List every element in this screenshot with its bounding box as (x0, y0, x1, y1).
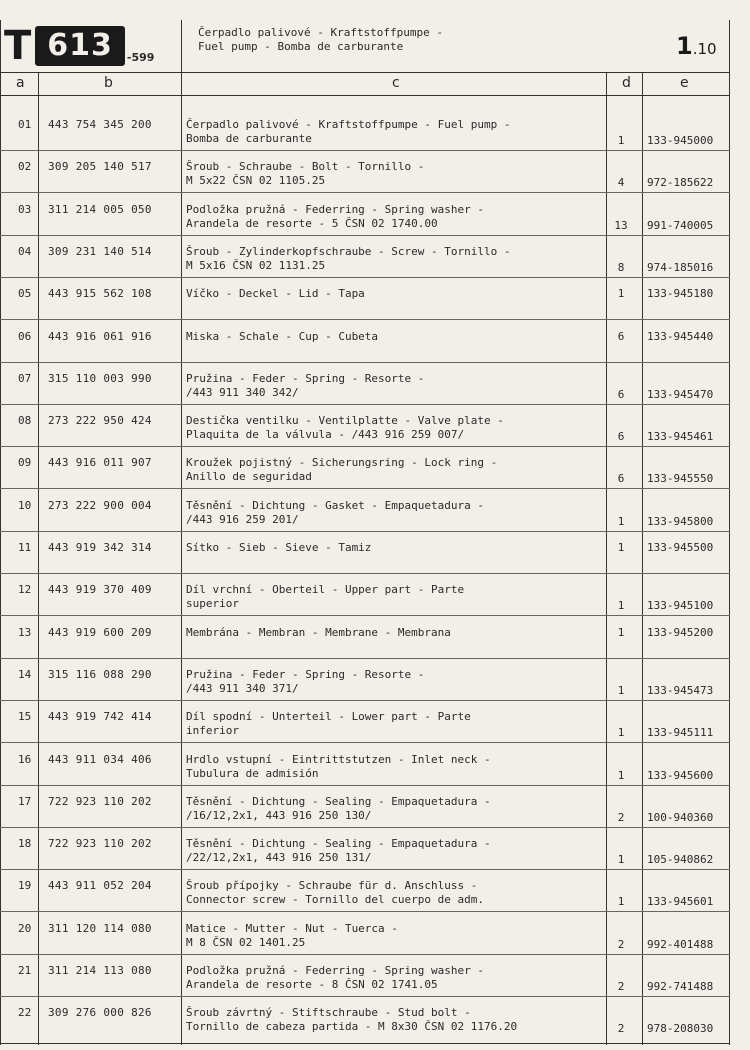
logo-suffix: -599 (126, 51, 155, 64)
description-line-2: superior (186, 597, 239, 610)
description-line-2: /443 911 340 342/ (186, 386, 299, 399)
description-line-2: Connector screw - Tornillo del cuerpo de adm. (186, 893, 485, 906)
quantity: 1 (617, 515, 625, 528)
description-line-1: Podložka pružná - Federring - Spring washer - (186, 964, 485, 977)
description-line-1: Miska - Schale - Cup - Cubeta (186, 330, 379, 343)
part-number: 443 919 370 409 (48, 583, 152, 596)
order-code: 133-945180 (647, 287, 714, 300)
row-divider (0, 615, 730, 616)
row-divider (0, 319, 730, 320)
part-description (186, 456, 606, 484)
row-divider (0, 235, 730, 236)
description-line-2: Tubulura de admisión (186, 767, 319, 780)
description-line-2: Anillo de seguridad (186, 470, 312, 483)
order-code: 133-945500 (647, 541, 714, 554)
part-number: 315 110 003 990 (48, 372, 152, 385)
description-line-1: Podložka pružná - Federring - Spring washer - (186, 203, 485, 216)
column-divider (729, 20, 730, 1045)
order-code: 991-740005 (647, 219, 714, 232)
item-position: 12 (18, 583, 32, 596)
description-line-1: Čerpadlo palivové - Kraftstoffpumpe - Fuel pump - (186, 118, 511, 131)
column-header-b: b (104, 75, 113, 91)
order-code: 992-741488 (647, 980, 714, 993)
row-divider (0, 192, 730, 193)
table-bottom-border (0, 1043, 730, 1044)
item-position: 14 (18, 668, 32, 681)
order-code: 974-185016 (647, 261, 714, 274)
description-line-2: inferior (186, 724, 239, 737)
row-divider (0, 996, 730, 997)
column-divider (642, 73, 643, 1045)
part-number: 311 214 005 050 (48, 203, 152, 216)
description-line-2: Plaquita de la válvula - /443 916 259 007/ (186, 428, 465, 441)
row-divider (0, 362, 730, 363)
part-description (186, 964, 606, 992)
tatra-logo (4, 23, 155, 69)
description-line-2: Bomba de carburante (186, 132, 312, 145)
quantity: 2 (617, 811, 625, 824)
description-line-1: Destička ventilku - Ventilplatte - Valve plate - (186, 414, 504, 427)
part-description (186, 160, 606, 188)
quantity: 1 (617, 134, 625, 147)
order-code: 133-945550 (647, 472, 714, 485)
order-code: 978-208030 (647, 1022, 714, 1035)
description-line-1: Šroub - Schraube - Bolt - Tornillo - (186, 160, 425, 173)
page-number-main: 1 (676, 32, 693, 60)
description-line-1: Pružina - Feder - Spring - Resorte - (186, 372, 425, 385)
item-position: 07 (18, 372, 32, 385)
part-description (186, 499, 606, 527)
quantity: 1 (617, 684, 625, 697)
quantity: 1 (617, 853, 625, 866)
row-divider (0, 827, 730, 828)
part-description (186, 922, 606, 950)
quantity: 6 (617, 430, 625, 443)
part-number: 309 276 000 826 (48, 1006, 152, 1019)
part-number: 443 916 061 916 (48, 330, 152, 343)
part-number: 443 754 345 200 (48, 118, 152, 131)
item-position: 11 (18, 541, 32, 554)
item-position: 02 (18, 160, 32, 173)
row-divider (0, 785, 730, 786)
quantity: 6 (617, 330, 625, 343)
row-divider (0, 573, 730, 574)
description-line-1: Díl spodní - Unterteil - Lower part - Parte (186, 710, 471, 723)
column-divider (38, 73, 39, 1045)
part-description (186, 837, 606, 865)
part-number: 315 116 088 290 (48, 668, 152, 681)
part-number: 722 923 110 202 (48, 837, 152, 850)
part-number: 443 915 562 108 (48, 287, 152, 300)
order-code: 133-945000 (647, 134, 714, 147)
order-code: 105-940862 (647, 853, 714, 866)
description-line-2: M 5x22 ČSN 02 1105.25 (186, 174, 326, 187)
quantity: 6 (617, 388, 625, 401)
description-line-1: Matice - Mutter - Nut - Tuerca - (186, 922, 398, 935)
page-number (676, 32, 717, 60)
part-description (186, 287, 606, 301)
part-description (186, 753, 606, 781)
part-number: 273 222 950 424 (48, 414, 152, 427)
description-line-1: Sítko - Sieb - Sieve - Tamiz (186, 541, 372, 554)
order-code: 133-945470 (647, 388, 714, 401)
title-line-2: Fuel pump - Bomba de carburante (198, 40, 404, 53)
description-line-1: Těsnění - Dichtung - Sealing - Empaquetadura - (186, 795, 491, 808)
quantity: 1 (617, 895, 625, 908)
part-description (186, 372, 606, 400)
description-line-2: Tornillo de cabeza partida - M 8x30 ČSN 02 1176.20 (186, 1020, 518, 1033)
part-number: 309 205 140 517 (48, 160, 152, 173)
order-code: 100-940360 (647, 811, 714, 824)
part-number: 273 222 900 004 (48, 499, 152, 512)
row-divider (0, 954, 730, 955)
description-line-2: Arandela de resorte - 8 ČSN 02 1741.05 (186, 978, 438, 991)
description-line-1: Těsnění - Dichtung - Sealing - Empaquetadura - (186, 837, 491, 850)
quantity: 1 (617, 769, 625, 782)
column-divider (0, 20, 1, 1045)
part-number: 443 919 342 314 (48, 541, 152, 554)
row-divider (0, 404, 730, 405)
part-description (186, 626, 606, 640)
description-line-1: Díl vrchní - Oberteil - Upper part - Parte (186, 583, 465, 596)
part-description (186, 795, 606, 823)
column-header-a: a (16, 75, 25, 91)
description-line-2: M 5x16 ČSN 02 1131.25 (186, 259, 326, 272)
quantity: 2 (617, 980, 625, 993)
description-line-1: Hrdlo vstupní - Eintrittstutzen - Inlet neck - (186, 753, 491, 766)
page-title (198, 26, 443, 54)
quantity: 4 (617, 176, 625, 189)
part-number: 309 231 140 514 (48, 245, 152, 258)
description-line-2: /443 911 340 371/ (186, 682, 299, 695)
quantity: 1 (617, 287, 625, 300)
item-position: 17 (18, 795, 32, 808)
part-number: 443 919 742 414 (48, 710, 152, 723)
part-number: 443 911 034 406 (48, 753, 152, 766)
item-position: 06 (18, 330, 32, 343)
part-number: 722 923 110 202 (48, 795, 152, 808)
row-divider (0, 658, 730, 659)
part-description (186, 879, 606, 907)
order-code: 972-185622 (647, 176, 714, 189)
row-divider (0, 911, 730, 912)
part-number: 311 120 114 080 (48, 922, 152, 935)
order-code: 133-945800 (647, 515, 714, 528)
description-line-2: /22/12,2x1, 443 916 250 131/ (186, 851, 372, 864)
row-divider (0, 869, 730, 870)
item-position: 16 (18, 753, 32, 766)
row-divider (0, 277, 730, 278)
quantity: 1 (617, 541, 625, 554)
order-code: 133-945600 (647, 769, 714, 782)
part-description (186, 541, 606, 555)
part-description (186, 118, 606, 146)
row-divider (0, 531, 730, 532)
order-code: 992-401488 (647, 938, 714, 951)
item-position: 13 (18, 626, 32, 639)
item-position: 03 (18, 203, 32, 216)
order-code: 133-945111 (647, 726, 714, 739)
order-code: 133-945461 (647, 430, 714, 443)
description-line-1: Pružina - Feder - Spring - Resorte - (186, 668, 425, 681)
part-description (186, 583, 606, 611)
part-number: 443 911 052 204 (48, 879, 152, 892)
row-divider (0, 742, 730, 743)
part-description (186, 1006, 606, 1034)
description-line-1: Šroub závrtný - Stiftschraube - Stud bolt - (186, 1006, 471, 1019)
logo-number: 613 (35, 26, 125, 66)
order-code: 133-945473 (647, 684, 714, 697)
row-divider (0, 150, 730, 151)
item-position: 10 (18, 499, 32, 512)
part-description (186, 668, 606, 696)
item-position: 18 (18, 837, 32, 850)
quantity: 13 (614, 219, 628, 232)
part-number: 443 919 600 209 (48, 626, 152, 639)
part-number: 443 916 011 907 (48, 456, 152, 469)
quantity: 2 (617, 938, 625, 951)
part-description (186, 330, 606, 344)
description-line-1: Šroub přípojky - Schraube für d. Anschluss - (186, 879, 478, 892)
column-header-c: c (392, 75, 400, 91)
item-position: 20 (18, 922, 32, 935)
description-line-2: Arandela de resorte - 5 ČSN 02 1740.00 (186, 217, 438, 230)
part-description (186, 203, 606, 231)
order-code: 133-945601 (647, 895, 714, 908)
title-line-1: Čerpadlo palivové - Kraftstoffpumpe - (198, 26, 444, 39)
quantity: 1 (617, 726, 625, 739)
row-divider (0, 700, 730, 701)
column-header-row (0, 73, 730, 96)
row-divider (0, 488, 730, 489)
order-code: 133-945200 (647, 626, 714, 639)
item-position: 05 (18, 287, 32, 300)
page-header (0, 20, 730, 73)
description-line-2: /443 916 259 201/ (186, 513, 299, 526)
quantity: 1 (617, 599, 625, 612)
part-description (186, 710, 606, 738)
item-position: 15 (18, 710, 32, 723)
description-line-1: Membrána - Membran - Membrane - Membrana (186, 626, 451, 639)
item-position: 19 (18, 879, 32, 892)
quantity: 1 (617, 626, 625, 639)
description-line-1: Šroub - Zylinderkopfschraube - Screw - Tornillo - (186, 245, 511, 258)
column-header-e: e (680, 75, 689, 91)
description-line-1: Víčko - Deckel - Lid - Tapa (186, 287, 365, 300)
column-divider (181, 20, 182, 1045)
order-code: 133-945100 (647, 599, 714, 612)
page-number-sub: .10 (692, 40, 717, 58)
description-line-2: M 8 ČSN 02 1401.25 (186, 936, 306, 949)
row-divider (0, 446, 730, 447)
description-line-1: Těsnění - Dichtung - Gasket - Empaquetadura - (186, 499, 485, 512)
quantity: 2 (617, 1022, 625, 1035)
quantity: 8 (617, 261, 625, 274)
order-code: 133-945440 (647, 330, 714, 343)
item-position: 01 (18, 118, 32, 131)
quantity: 6 (617, 472, 625, 485)
column-header-d: d (622, 75, 631, 91)
item-position: 21 (18, 964, 32, 977)
item-position: 04 (18, 245, 32, 258)
item-position: 09 (18, 456, 32, 469)
item-position: 22 (18, 1006, 32, 1019)
part-description (186, 414, 606, 442)
logo-letter: T (4, 23, 30, 69)
item-position: 08 (18, 414, 32, 427)
description-line-1: Kroužek pojistný - Sicherungsring - Lock ring - (186, 456, 498, 469)
part-number: 311 214 113 080 (48, 964, 152, 977)
part-description (186, 245, 606, 273)
description-line-2: /16/12,2x1, 443 916 250 130/ (186, 809, 372, 822)
